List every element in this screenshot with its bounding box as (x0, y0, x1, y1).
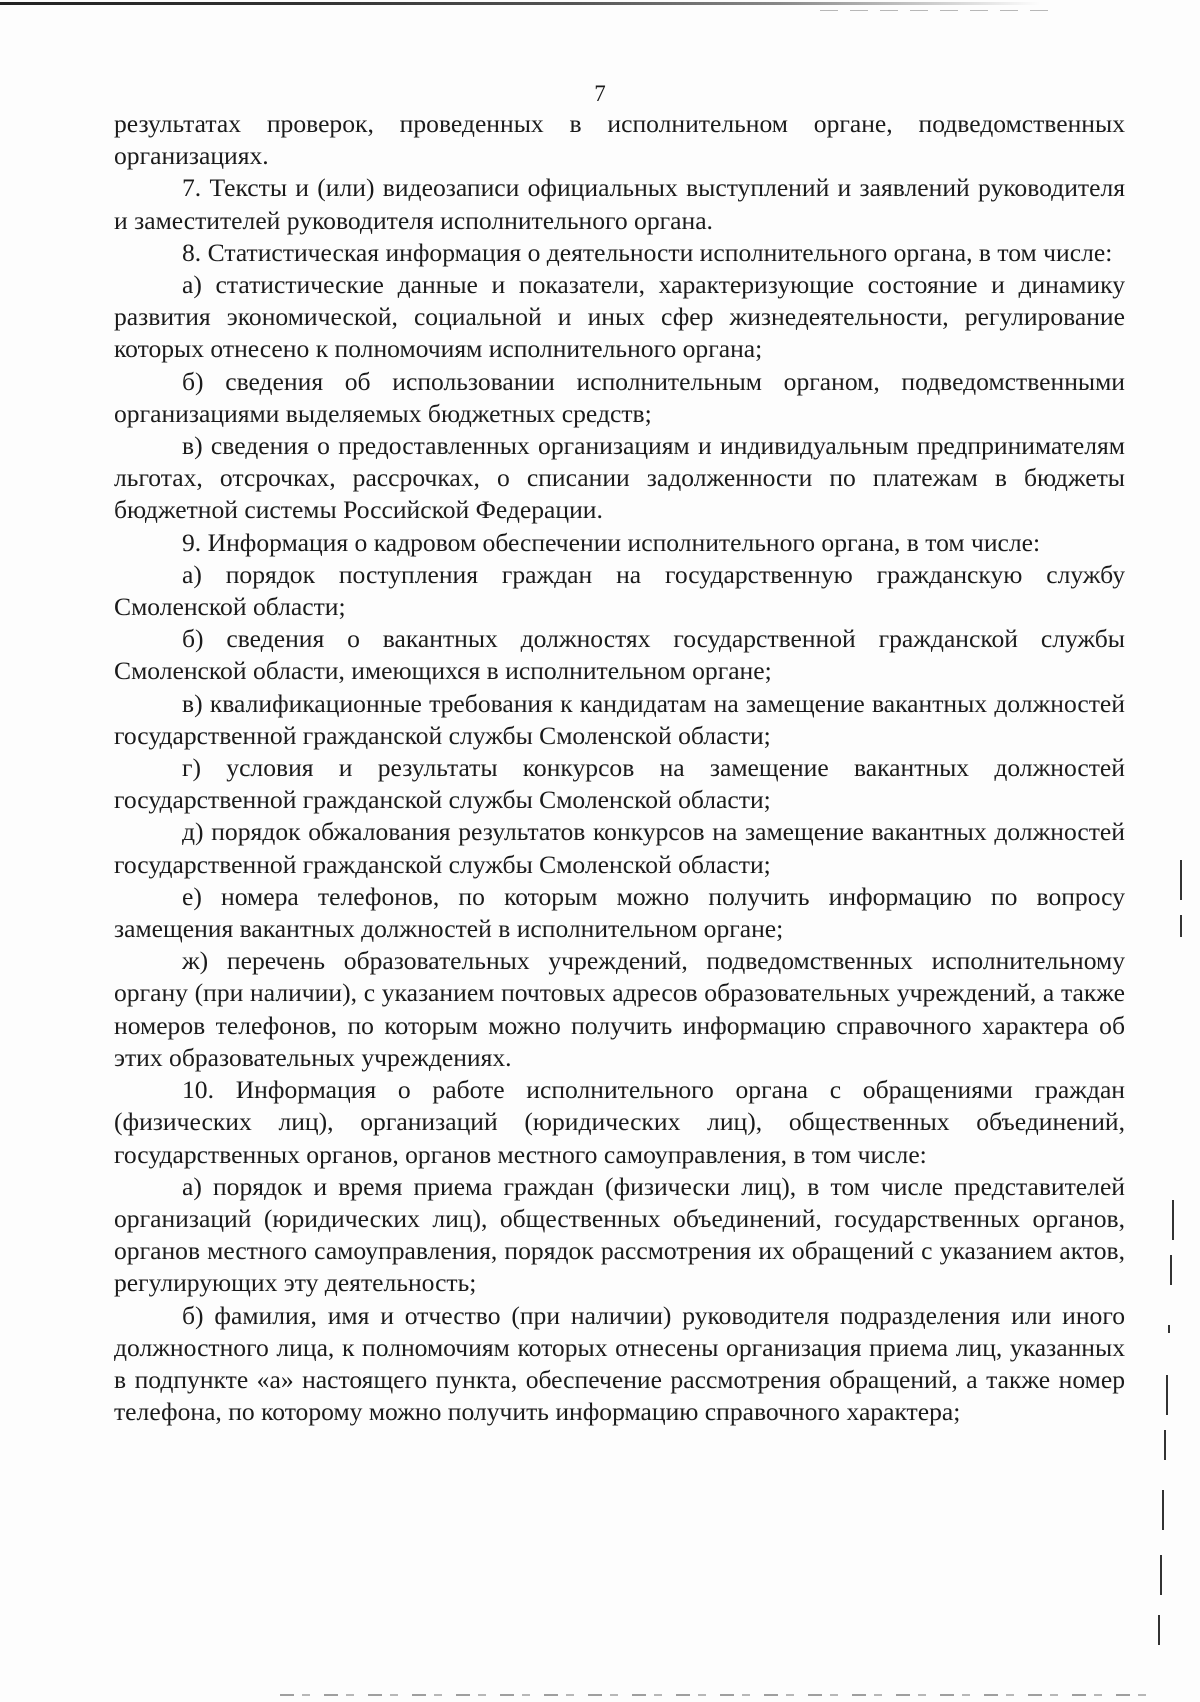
scan-margin-mark (1168, 1325, 1170, 1333)
scan-margin-mark (1166, 1375, 1168, 1415)
scan-edge-bottom (280, 1694, 1160, 1696)
document-body (114, 108, 1125, 1428)
paragraph-item-9: 9. Информация о кадровом обеспечении исполнительного органа, в том числе: (182, 527, 1041, 557)
scan-margin-mark (1180, 860, 1182, 900)
paragraph-item-8-b: б) сведения об использовании исполнительным органом, подведомственными организациями выделяемых бюджетных средств; (114, 366, 1125, 428)
paragraph-item-9-zh: ж) перечень образовательных учреждений, подведомственных исполнительному органу (при наличии), с указанием почтовых адресов образовательных учреждений, а также номеров телефонов, по которым можно получить информацию справочного характера об этих образовательных учреждениях. (114, 946, 1125, 1072)
scan-margin-mark (1160, 1555, 1162, 1595)
scan-edge-top-dashes (820, 10, 1060, 11)
paragraph-item-9-v: в) квалификационные требования к кандидатам на замещение вакантных должностей государственной гражданской службы Смоленской области; (114, 688, 1125, 750)
scan-edge-top (0, 2, 1040, 5)
paragraph-item-8: 8. Статистическая информация о деятельности исполнительного органа, в том числе: (182, 237, 1113, 267)
scan-margin-mark (1162, 1490, 1164, 1530)
paragraph-item-9-b: б) сведения о вакантных должностях государственной гражданской службы Смоленской области, имеющихся в исполнительном органе; (114, 624, 1125, 686)
scan-margin-mark (1170, 1255, 1172, 1285)
paragraph-item-9-g: г) условия и результаты конкурсов на замещение вакантных должностей государственной гражданской службы Смоленской области; (114, 753, 1125, 815)
paragraph-item-8-v: в) сведения о предоставленных организациям и индивидуальным предпринимателям льготах, отсрочках, рассрочках, о списании задолженности по платежам в бюджеты бюджетной системы Российской Федерации. (114, 431, 1125, 525)
paragraph-item-10: 10. Информация о работе исполнительного органа с обращениями граждан (физических лиц), организаций (юридических лиц), общественных объединений, государственных органов, органов местного самоуправления, в том числе: (114, 1075, 1125, 1169)
paragraph-item-8-a: а) статистические данные и показатели, характеризующие состояние и динамику развития экономической, социальной и иных сфер жизнедеятельности, регулирование которых отнесено к полномочиям исполнительного органа; (114, 270, 1125, 364)
paragraph-item-10-b: б) фамилия, имя и отчество (при наличии) руководителя подразделения или иного должностного лица, к полномочиям которых отнесены организация приема лиц, указанных в подпункте «а» настоящего пункта, обеспечение рассмотрения обращений, а также номер телефона, по которому можно получить информацию справочного характера; (114, 1300, 1125, 1427)
paragraph-item-10-a: а) порядок и время приема граждан (физически лиц), в том числе представителей организаций (юридических лиц), общественных объединений, государственных органов, органов местного самоуправления, порядок рассмотрения их обращений с указанием актов, регулирующих эту деятельность; (114, 1171, 1125, 1298)
paragraph-item-9-d: д) порядок обжалования результатов конкурсов на замещение вакантных должностей государственной гражданской службы Смоленской области; (114, 817, 1125, 879)
scan-margin-mark (1164, 1430, 1166, 1460)
page-number: 7 (594, 81, 606, 106)
paragraph-item-9-a: а) порядок поступления граждан на государственную гражданскую службу Смоленской области; (114, 559, 1125, 622)
paragraph-item-9-e: е) номера телефонов, по которым можно получить информацию по вопросу замещения вакантных должностей в исполнительном органе; (114, 881, 1125, 944)
paragraph-item-7: 7. Тексты и (или) видеозаписи официальных выступлений и заявлений руководителя и заместителей руководителя исполнительного органа. (114, 173, 1125, 235)
paragraph-continuation: результатах проверок, проведенных в исполнительном органе, подведомственных организациях. (114, 109, 1125, 171)
scan-margin-mark (1158, 1615, 1160, 1645)
scan-margin-mark (1180, 915, 1182, 937)
scan-margin-mark (1172, 1200, 1174, 1240)
